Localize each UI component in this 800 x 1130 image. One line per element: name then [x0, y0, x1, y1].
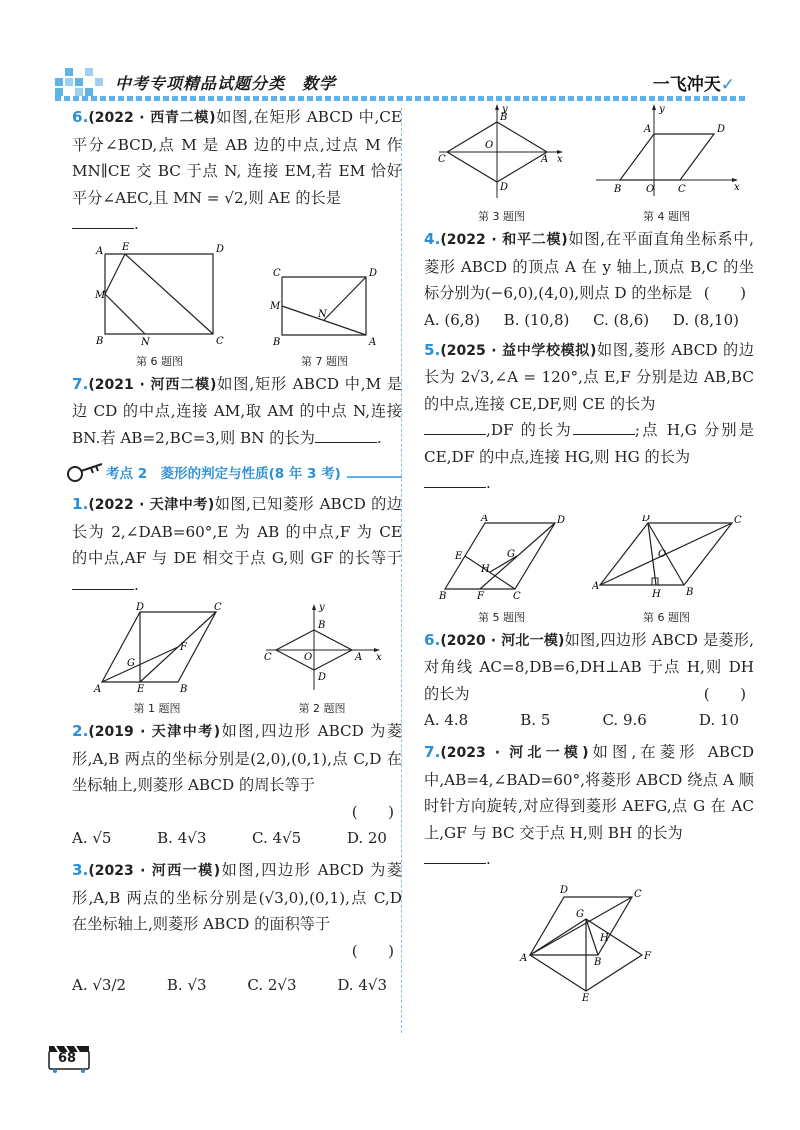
question-text: 如图,四边形 ABCD 为菱形,A,B 两点的坐标分别是(2,0),(0,1),点 C,D 在坐标轴上,则菱形 ABCD 的周长等于 [72, 722, 402, 794]
answer-paren: ( ) [703, 684, 746, 703]
option-c: C. 2√3 [247, 976, 297, 994]
figure-6r [592, 515, 742, 625]
svg-text:B: B [594, 956, 602, 968]
question-text: 如图,四边形 ABCD 为菱形,A,B 两点的坐标分别是(√3,0),(0,1),点 C,D 在坐标轴上,则菱形 ABCD 的面积等于 [72, 861, 402, 933]
brand-logo [653, 70, 735, 95]
option-d: D. 20 [346, 829, 387, 847]
question-6-rect [72, 104, 402, 238]
question-source: (2022 · 西青二模) [88, 110, 216, 126]
svg-text:O: O [657, 548, 666, 560]
svg-text:C: C [215, 335, 224, 347]
question-number: 7. [424, 743, 441, 761]
question-source: (2025 · 益中学校模拟) [440, 342, 597, 359]
figure-6r-diagram [592, 515, 742, 603]
svg-text:G: G [576, 908, 584, 920]
option-d: D. 4√3 [337, 976, 387, 994]
svg-text:D: D [215, 243, 224, 255]
figure-6 [95, 242, 225, 369]
svg-text:G: G [506, 548, 515, 560]
svg-text:H: H [651, 588, 661, 600]
figure-caption: 第 6 题图 [643, 610, 690, 624]
question-number: 1. [72, 495, 89, 513]
figure-caption: 第 7 题图 [301, 354, 348, 368]
section2-question-1 [72, 491, 402, 598]
svg-text:A: A [643, 124, 651, 135]
question-number: 6. [72, 108, 89, 126]
question-text-2: ,DF 的长为 [486, 421, 573, 439]
figure-caption: 第 5 题图 [478, 610, 525, 624]
svg-text:O: O [304, 652, 313, 663]
svg-text:A: A [591, 580, 599, 592]
question-end: . [134, 215, 139, 233]
svg-text:D: D [368, 267, 377, 279]
figure-caption: 第 6 题图 [136, 354, 183, 368]
svg-text:E: E [121, 241, 129, 253]
brand-text: 一飞冲天 [652, 75, 721, 95]
question-text-3: ;点 H,G 分别是 CE,DF 的中点,连接 HG,则 HG 的长为 [424, 421, 754, 466]
svg-text:F: F [644, 950, 651, 962]
right-column [424, 104, 754, 1009]
option-a: A. √3/2 [72, 976, 127, 994]
question-source: (2023 · 河西一模) [88, 863, 221, 879]
figure-6-diagram [95, 242, 225, 347]
svg-text:B: B [499, 112, 507, 123]
svg-text:B: B [318, 620, 326, 631]
svg-text:C: C [264, 652, 272, 663]
question-number: 2. [72, 722, 89, 740]
option-d: D. (8,10) [672, 310, 739, 329]
svg-text:C: C [214, 602, 222, 613]
figure-7r [514, 883, 664, 1007]
option-b: B. 5 [520, 711, 551, 729]
figure-2-diagram [262, 602, 382, 694]
options-q4 [424, 307, 739, 333]
question-source: (2020 · 河北一模) [440, 632, 565, 649]
svg-text:M: M [269, 300, 280, 312]
figure-7r-diagram [514, 883, 664, 1003]
section2-question-4 [424, 226, 754, 307]
svg-text:C: C [512, 590, 521, 602]
option-a: A. (6,8) [424, 310, 480, 329]
options-q3 [72, 972, 387, 998]
question-end: . [134, 575, 139, 594]
section2-question-6 [424, 627, 754, 708]
svg-text:A: A [540, 154, 548, 165]
svg-text:F: F [180, 642, 187, 653]
svg-text:B: B [613, 184, 621, 195]
svg-text:A: A [355, 652, 363, 663]
figure-3 [437, 104, 567, 224]
svg-text:A: A [480, 514, 488, 524]
svg-text:E: E [582, 992, 590, 1003]
svg-text:x: x [556, 154, 563, 165]
svg-text:B: B [438, 590, 446, 602]
answer-paren: ( ) [703, 284, 746, 302]
svg-text:D: D [641, 514, 650, 524]
section2-question-7 [424, 739, 754, 873]
page-number: 68 [58, 1051, 77, 1066]
checkmark-icon: ✓ [720, 75, 735, 95]
figure-7-row [424, 883, 754, 1007]
header-squares-icon [55, 64, 107, 96]
option-d: D. 10 [698, 711, 739, 729]
page-number-badge [47, 1045, 93, 1073]
option-b: B. (10,8) [503, 310, 570, 329]
svg-text:D: D [499, 182, 508, 193]
svg-text:C: C [437, 154, 446, 165]
answer-blank [72, 215, 134, 229]
section-rule [347, 466, 402, 478]
svg-text:y: y [319, 602, 325, 613]
question-text: 如图,矩形 ABCD 中,M 是边 CD 的中点,连接 AM,取 AM 的中点 N,连接 BN.若 AB=2,BC=3,则 BN 的长为 [72, 374, 403, 447]
answer-blank [315, 429, 377, 443]
options-q2 [72, 825, 387, 851]
answer-paren: ( ) [351, 941, 394, 960]
question-source: (2021 · 河西二模) [88, 376, 217, 393]
question-text: 如图,在平面直角坐标系中,菱形 ABCD 的顶点 A 在 y 轴上,顶点 B,C 的坐标分别为(−6,0),(4,0),则点 D 的坐标是 [424, 230, 755, 302]
svg-text:C: C [634, 888, 642, 900]
question-source: (2022 · 和平二模) [440, 232, 568, 248]
figure-caption: 第 4 题图 [643, 210, 690, 223]
svg-text:C: C [272, 267, 281, 279]
svg-text:x: x [733, 182, 740, 193]
svg-text:B: B [272, 336, 280, 347]
figure-caption: 第 1 题图 [133, 702, 181, 715]
svg-text:A: A [95, 245, 103, 257]
section2-question-2 [72, 718, 402, 825]
question-number: 7. [72, 374, 89, 393]
question-source: (2019 · 天津中考) [88, 724, 221, 740]
question-text: 如图,已知菱形 ABCD 的边长为 2,∠DAB=60°,E 为 AB 的中点,F 为 CE 的中点,AF 与 DE 相交于点 G,则 GF 的长等于 [72, 495, 402, 567]
svg-text:E: E [454, 550, 462, 562]
question-end: . [486, 474, 491, 492]
svg-text:H: H [480, 563, 490, 575]
figure-7-diagram [270, 267, 380, 347]
figure-caption: 第 3 题图 [478, 210, 525, 223]
section2-question-5 [424, 337, 754, 497]
option-b: B. √3 [166, 976, 207, 994]
svg-text:B: B [685, 586, 693, 598]
answer-paren: ( ) [351, 802, 394, 821]
question-source: (2022 · 天津中考) [88, 497, 215, 513]
svg-text:H: H [600, 932, 609, 944]
figure-2 [262, 602, 382, 716]
answer-blank [424, 850, 486, 864]
question-number: 4. [424, 230, 441, 248]
svg-text:x: x [376, 652, 382, 663]
svg-text:O: O [484, 140, 493, 151]
svg-text:D: D [716, 124, 725, 135]
option-a: A. 4.8 [424, 711, 469, 729]
question-number: 6. [424, 630, 441, 649]
svg-text:D: D [556, 514, 565, 526]
svg-text:y: y [501, 104, 508, 115]
question-text-1: 如图,菱形 ABCD 的边长为 2√3,∠A = 120°,点 E,F 分别是边 AB,BC 的中点,连接 CE,DF,则 CE 的长为 [424, 340, 754, 413]
question-number: 5. [424, 340, 441, 359]
svg-text:D: D [136, 602, 145, 613]
figure-4-diagram [592, 104, 742, 202]
question-end: . [486, 850, 491, 868]
question-end: . [376, 428, 382, 447]
question-number: 3. [72, 861, 89, 879]
option-c: C. 9.6 [602, 711, 647, 729]
option-c: C. 4√5 [252, 829, 302, 847]
book-title: 中考专项精品试题分类 数学 [115, 74, 337, 93]
options-q6 [424, 707, 739, 733]
svg-text:A: A [520, 952, 528, 964]
svg-text:C: C [677, 184, 686, 195]
left-column [72, 104, 402, 998]
question-7-rect [72, 371, 402, 452]
answer-blank-3 [424, 474, 486, 488]
svg-text:A: A [94, 684, 102, 694]
figure-7 [270, 267, 380, 369]
svg-text:M: M [94, 289, 105, 301]
svg-text:N: N [317, 308, 327, 320]
section2-question-3 [72, 857, 402, 964]
figures-1-2 [72, 602, 402, 716]
figure-4 [592, 104, 742, 224]
svg-text:N: N [140, 336, 150, 347]
option-b: B. 4√3 [157, 829, 207, 847]
svg-text:F: F [476, 590, 484, 602]
section-heading [66, 459, 402, 485]
figures-6-7 [72, 242, 402, 369]
svg-text:D: D [560, 884, 569, 896]
svg-text:D: D [318, 672, 327, 683]
figure-3-diagram [437, 104, 567, 202]
svg-text:B: B [180, 684, 188, 694]
option-a: A. √5 [72, 829, 112, 847]
section-title: 考点 2 菱形的判定与性质(8 年 3 考) [106, 466, 341, 482]
svg-text:C: C [733, 514, 742, 526]
question-text: 如图,在矩形 ABCD 中,CE 平分∠BCD,点 M 是 AB 边的中点,过点 M 作 MN∥CE 交 BC 于点 N, 连接 EM,若 EM 恰好平分∠AEC,且 MN = √2,则 AE 的长是 [72, 108, 403, 207]
figures-5-6 [424, 515, 754, 625]
figure-caption: 第 2 题图 [298, 702, 346, 715]
svg-text:B: B [95, 335, 103, 347]
figure-1 [92, 602, 222, 716]
svg-text:G: G [127, 658, 135, 669]
key-icon [66, 460, 106, 484]
answer-blank [72, 576, 134, 590]
svg-text:O: O [645, 184, 654, 195]
svg-text:A: A [368, 336, 376, 347]
option-c: C. (8,6) [593, 310, 650, 329]
answer-blank-1 [424, 421, 486, 435]
header-rule [55, 96, 745, 101]
figure-5 [437, 515, 567, 625]
question-text: 如图,四边形 ABCD 是菱形,对角线 AC=8,DB=6,DH⊥AB 于点 H,则 DH 的长为 [424, 630, 754, 703]
figure-5-diagram [437, 515, 567, 603]
svg-text:E: E [137, 684, 145, 694]
answer-blank-2 [573, 421, 635, 435]
question-text: 如图,在菱形 ABCD 中,AB=4,∠BAD=60°,将菱形 ABCD 绕点 A 顺时针方向旋转,对应得到菱形 AEFG,点 G 在 AC 上,GF 与 BC 交于点 H,则 BH 的长为 [424, 743, 754, 842]
question-source: (2023 · 河北一模) [440, 745, 589, 761]
svg-text:y: y [658, 104, 665, 115]
page-header [55, 62, 745, 100]
figure-1-diagram [92, 602, 222, 694]
figures-3-4 [424, 104, 754, 224]
